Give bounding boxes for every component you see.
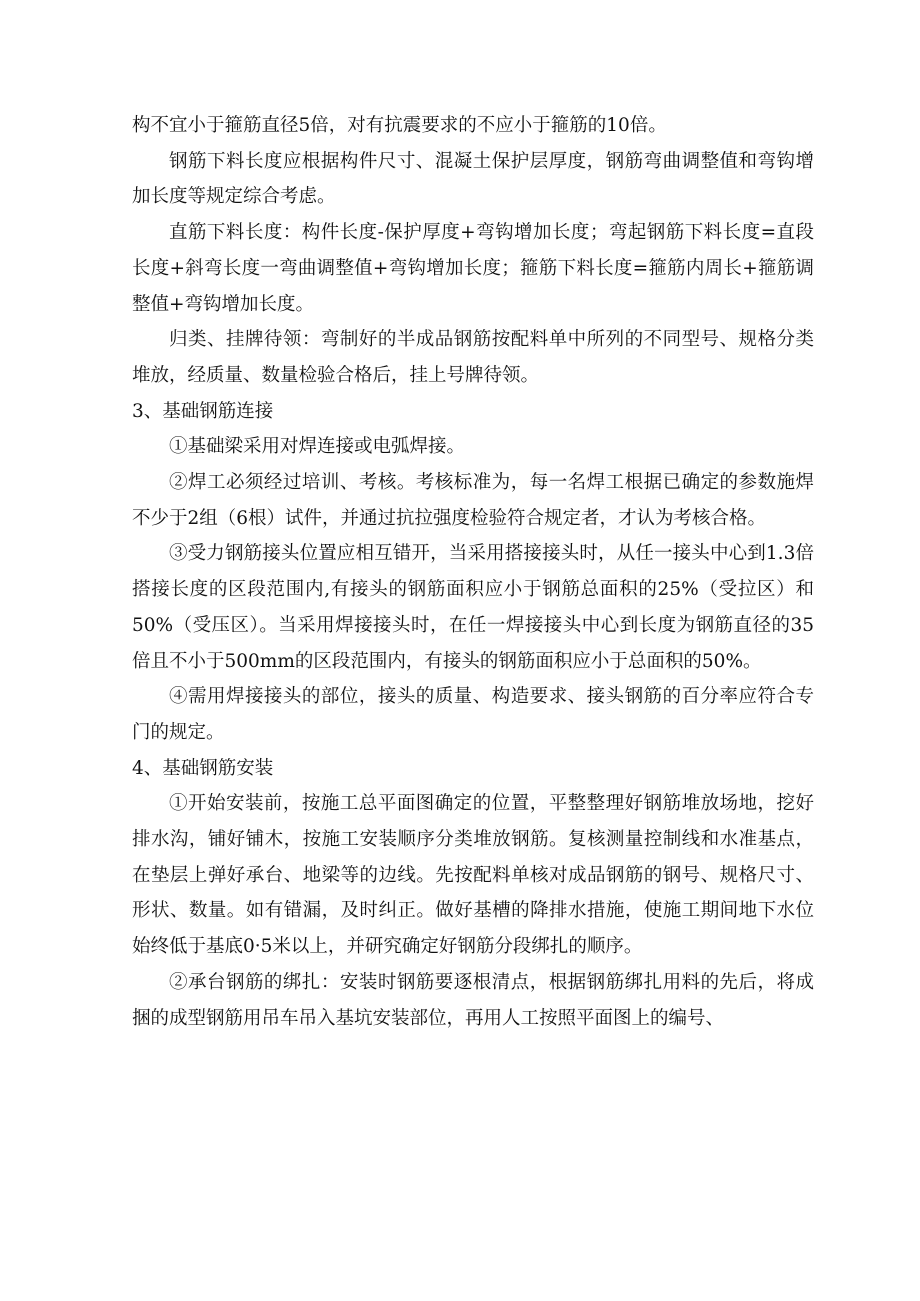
- section-heading-rebar-installation: 4、基础钢筋安装: [132, 757, 274, 779]
- paragraph-weld-joint-quality: ④需用焊接接头的部位，接头的质量、构造要求、接头钢筋的百分率应符合专门的规定。: [132, 686, 814, 743]
- paragraph-welding-method: ①基础梁采用对焊连接或电弧焊接。: [169, 436, 466, 458]
- paragraph-pile-cap-binding: ②承台钢筋的绑扎：安装时钢筋要逐根清点，根据钢筋绑扎用料的先后，将成捆的成型钢筋用吊车吊入基坑安装部位，再用人工按照平面图上的编号、: [132, 971, 814, 1029]
- paragraph-welder-training: ②焊工必须经过培训、考核。考核标准为，每一名焊工根据已确定的参数施焊不少于2组（6根）试件，并通过抗拉强度检验符合规定者，才认为考核合格。: [132, 472, 814, 529]
- paragraph-classification-tagging: 归类、挂牌待领：弯制好的半成品钢筋按配料单中所列的不同型号、规格分类堆放，经质量、数量检验合格后，挂上号牌待领。: [132, 329, 814, 386]
- paragraph-cutting-length-formulas: 直筋下料长度：构件长度-保护厚度+弯钩增加长度；弯起钢筋下料长度=直段长度+斜弯长度一弯曲调整值+弯钩增加长度；箍筋下料长度=箍筋内周长+箍筋调整值+弯钩增加长度。: [132, 222, 814, 315]
- paragraph-stirrup-hook-length: 构不宜小于箍筋直径5倍，对有抗震要求的不应小于箍筋的10倍。: [132, 115, 667, 136]
- paragraph-joint-staggering: ③受力钢筋接头位置应相互错开，当采用搭接接头时，从任一接头中心到1.3倍搭接长度的区段范围内,有接头的钢筋面积应小于钢筋总面积的25%（受拉区）和50%（受压区）。当采用焊接接头时，在任一焊接接头中心到长度为钢筋直径的35倍且不小于500mm的区段范围内，有接头的钢筋面积应小于总面积的50%。: [132, 543, 814, 672]
- section-heading-rebar-connection: 3、基础钢筋连接: [132, 400, 274, 422]
- paragraph-pre-installation: ①开始安装前，按施工总平面图确定的位置，平整整理好钢筋堆放场地，挖好排水沟，铺好铺木，按施工安装顺序分类堆放钢筋。复核测量控制线和水准基点，在垫层上弹好承台、地梁等的边线。先按配料单核对成品钢筋的钢号、规格尺寸、形状、数量。如有错漏，及时纠正。做好基槽的降排水措施，使施工期间地下水位始终低于基底0·5米以上，并研究确定好钢筋分段绑扎的顺序。: [132, 793, 814, 958]
- document-page: [132, 108, 814, 1036]
- paragraph-cutting-length-factors: 钢筋下料长度应根据构件尺寸、混凝土保护层厚度，钢筋弯曲调整值和弯钩增加长度等规定综合考虑。: [132, 150, 814, 208]
